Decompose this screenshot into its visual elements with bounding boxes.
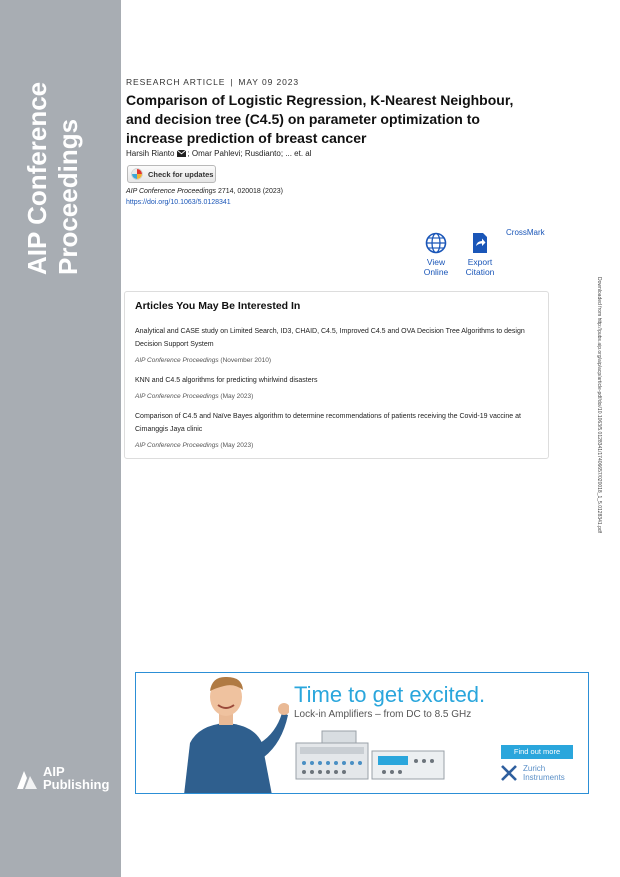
related-article: [135, 374, 538, 400]
doi-link[interactable]: https://doi.org/10.1063/5.0128341: [126, 199, 231, 206]
related-articles-panel: [124, 291, 549, 459]
export-label-1: Export: [467, 257, 493, 267]
article-meta: [126, 77, 299, 87]
citation-journal: AIP Conference Proceedings: [126, 188, 217, 195]
view-online-label-1: View: [426, 257, 446, 267]
related-article-journal: AIP Conference Proceedings: [135, 357, 219, 364]
journal-side-band: [0, 0, 121, 877]
advertisement-banner[interactable]: [135, 672, 589, 794]
ad-subline: Lock-in Amplifiers – from DC to 8.5 GHz: [294, 709, 472, 720]
check-updates-icon: [131, 168, 143, 180]
publisher-name-line1: AIP: [43, 764, 65, 779]
journal-title: [22, 35, 84, 275]
view-online-button[interactable]: [418, 232, 454, 277]
person-photo: [164, 673, 289, 794]
related-article-date: (May 2023): [218, 393, 254, 400]
related-article-title[interactable]: KNN and C4.5 algorithms for predicting whirlwind disasters: [135, 377, 318, 384]
related-article-meta: [135, 357, 538, 364]
related-article-title[interactable]: Analytical and CASE study on Limited Search, ID3, CHAID, C4.5, Improved C4.5 and OVA Decision Tree Algorithms to design Decision Support System: [135, 328, 525, 348]
zurich-instruments-logo: [501, 763, 581, 785]
related-article-date: (November 2010): [218, 357, 271, 364]
related-article: [135, 325, 538, 364]
find-out-more-button[interactable]: Find out more: [501, 745, 573, 759]
article-type: RESEARCH ARTICLE: [126, 77, 226, 87]
related-article-title[interactable]: Comparison of C4.5 and Naïve Bayes algorithm to determine recommendations of patients receiving the Covid-19 vaccine at Cimanggis Jaya clinic: [135, 413, 521, 433]
instrument-devices-image: [294, 729, 494, 785]
author-first[interactable]: Harsih Rianto: [126, 149, 175, 158]
mail-icon[interactable]: [177, 150, 186, 157]
brand-line1: Zurich: [523, 764, 546, 773]
journal-title-line2: Proceedings: [53, 118, 83, 275]
journal-title-line1: AIP Conference: [22, 81, 52, 275]
export-icon: [472, 232, 488, 254]
citation: [126, 188, 283, 195]
check-updates-label: Check for updates: [148, 169, 214, 179]
article-date: MAY 09 2023: [238, 77, 300, 87]
export-label-2: Citation: [465, 267, 495, 277]
crossmark-link[interactable]: CrossMark: [506, 228, 545, 237]
publisher-name-line2: Publishing: [43, 777, 110, 792]
related-article-journal: AIP Conference Proceedings: [135, 442, 219, 449]
meta-separator: |: [230, 77, 234, 87]
authors-rest[interactable]: ; Omar Pahlevi; Rusdianto; ... et. al: [187, 149, 312, 158]
related-article-meta: [135, 393, 538, 400]
related-article-date: (May 2023): [218, 442, 254, 449]
export-citation-button[interactable]: [461, 232, 499, 277]
article-title: Comparison of Logistic Regression, K-Nearest Neighbour, and decision tree (C4.5) on parameter optimization to increase prediction of breast cancer: [126, 92, 514, 146]
zurich-instruments-icon: [501, 765, 517, 781]
ad-headline: Time to get excited.: [294, 682, 486, 707]
brand-line2: Instruments: [523, 773, 565, 782]
citation-volume: 2714, 020018 (2023): [216, 188, 283, 195]
related-article-meta: [135, 442, 538, 449]
author-list: [126, 149, 312, 158]
check-for-updates-button[interactable]: [127, 165, 216, 183]
aip-publishing-logo[interactable]: [14, 765, 114, 795]
related-article: [135, 410, 538, 449]
related-article-journal: AIP Conference Proceedings: [135, 393, 219, 400]
view-online-label-2: Online: [423, 267, 449, 277]
aip-logo-icon: [14, 767, 40, 791]
download-note: Downloaded from http://pubs.aip.org/aip/acp/article-pdf/doi/10.1063/5.0128341/17406657/020018_1_5.0128341.pdf: [596, 277, 602, 534]
globe-icon: [425, 232, 447, 254]
related-articles-heading: Articles You May Be Interested In: [135, 300, 301, 312]
